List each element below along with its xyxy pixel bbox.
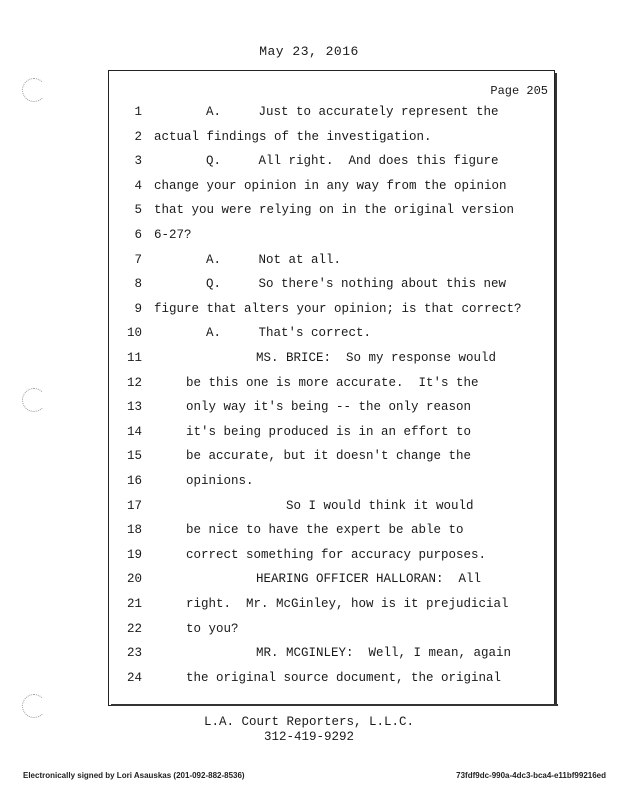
document-id: 73fdf9dc-990a-4dc3-bca4-e11bf99216ed bbox=[456, 771, 606, 780]
line-text: it's being produced is in an effort to bbox=[186, 424, 472, 439]
line-number: 21 bbox=[126, 597, 142, 611]
line-number: 7 bbox=[134, 252, 142, 267]
line-text: So I would think it would bbox=[286, 498, 474, 513]
line-number: 14 bbox=[126, 424, 142, 439]
line-number: 18 bbox=[126, 523, 142, 538]
line-text: Q. All right. And does this figure bbox=[206, 154, 499, 169]
transcript-line bbox=[108, 326, 555, 350]
transcript-date: May 23, 2016 bbox=[259, 44, 359, 59]
line-number: 10 bbox=[126, 326, 142, 341]
transcript-line bbox=[108, 597, 555, 621]
reporter-firm: L.A. Court Reporters, L.L.C. bbox=[203, 715, 415, 729]
line-number: 5 bbox=[134, 203, 142, 218]
line-number: 24 bbox=[126, 670, 142, 685]
transcript-line bbox=[108, 203, 555, 227]
line-text: be accurate, but it doesn't change the bbox=[186, 449, 472, 464]
transcript-line bbox=[108, 154, 555, 178]
line-text: 6-27? bbox=[154, 228, 192, 242]
line-text: to you? bbox=[186, 621, 239, 636]
line-number: 23 bbox=[126, 646, 142, 661]
electronic-signature: Electronically signed by Lori Asauskas (201-092-882-8536) bbox=[23, 771, 245, 780]
transcript-line bbox=[108, 253, 555, 277]
line-number: 17 bbox=[126, 498, 142, 513]
line-number: 6 bbox=[134, 228, 142, 242]
line-text: change your opinion in any way from the opinion bbox=[154, 178, 507, 193]
frame-shadow-bottom bbox=[111, 704, 558, 706]
line-number: 19 bbox=[126, 547, 142, 562]
line-number: 22 bbox=[126, 621, 142, 636]
line-number: 15 bbox=[126, 449, 142, 464]
line-text: figure that alters your opinion; is that correct? bbox=[154, 301, 522, 316]
line-number: 4 bbox=[134, 178, 142, 193]
transcript-line bbox=[108, 572, 555, 596]
transcript-line bbox=[108, 302, 555, 326]
transcript-line bbox=[108, 499, 555, 523]
line-number: 13 bbox=[126, 400, 142, 415]
line-text: correct something for accuracy purposes. bbox=[186, 547, 487, 562]
line-text: be this one is more accurate. It's the bbox=[186, 375, 479, 390]
line-number: 11 bbox=[126, 351, 142, 365]
line-number: 12 bbox=[126, 375, 142, 390]
line-text: MR. MCGINLEY: Well, I mean, again bbox=[256, 646, 512, 661]
transcript-line bbox=[108, 646, 555, 670]
transcript-line bbox=[108, 400, 555, 424]
line-text: right. Mr. McGinley, how is it prejudicial bbox=[186, 597, 509, 611]
line-number: 9 bbox=[134, 301, 142, 316]
transcript-line bbox=[108, 474, 555, 498]
line-text: HEARING OFFICER HALLORAN: All bbox=[256, 572, 482, 587]
page-number: Page 205 bbox=[490, 84, 548, 98]
line-number: 2 bbox=[134, 129, 142, 144]
punch-hole-mark bbox=[22, 78, 46, 102]
transcript-line bbox=[108, 548, 555, 572]
line-text: A. Just to accurately represent the bbox=[206, 105, 499, 119]
line-text: that you were relying on in the original version bbox=[154, 203, 515, 218]
line-number: 8 bbox=[134, 277, 142, 292]
frame-shadow-right bbox=[555, 73, 557, 706]
line-number: 16 bbox=[126, 474, 142, 488]
line-text: Q. So there's nothing about this new bbox=[206, 277, 507, 292]
line-text: A. Not at all. bbox=[206, 252, 342, 267]
transcript-line bbox=[108, 179, 555, 203]
line-number: 1 bbox=[134, 105, 142, 119]
line-text: only way it's being -- the only reason bbox=[186, 400, 472, 415]
line-text: be nice to have the expert be able to bbox=[186, 523, 464, 538]
punch-hole-mark bbox=[22, 388, 46, 412]
transcript-line bbox=[108, 351, 555, 375]
line-number: 3 bbox=[134, 154, 142, 169]
line-text: the original source document, the original bbox=[186, 670, 502, 685]
transcript-line bbox=[108, 105, 555, 129]
transcript-line bbox=[108, 622, 555, 646]
reporter-phone: 312-419-9292 bbox=[263, 730, 354, 744]
transcript-line bbox=[108, 376, 555, 400]
transcript-line bbox=[108, 130, 555, 154]
transcript-line bbox=[108, 277, 555, 301]
transcript-line bbox=[108, 228, 555, 252]
transcript-line bbox=[108, 671, 555, 695]
transcript-line bbox=[108, 425, 555, 449]
transcript-line bbox=[108, 523, 555, 547]
line-text: A. That's correct. bbox=[206, 326, 372, 341]
line-text: MS. BRICE: So my response would bbox=[256, 351, 497, 365]
line-text: actual findings of the investigation. bbox=[154, 129, 432, 144]
punch-hole-mark bbox=[22, 694, 46, 718]
line-number: 20 bbox=[126, 572, 142, 587]
line-text: opinions. bbox=[186, 474, 254, 488]
transcript-line bbox=[108, 449, 555, 473]
